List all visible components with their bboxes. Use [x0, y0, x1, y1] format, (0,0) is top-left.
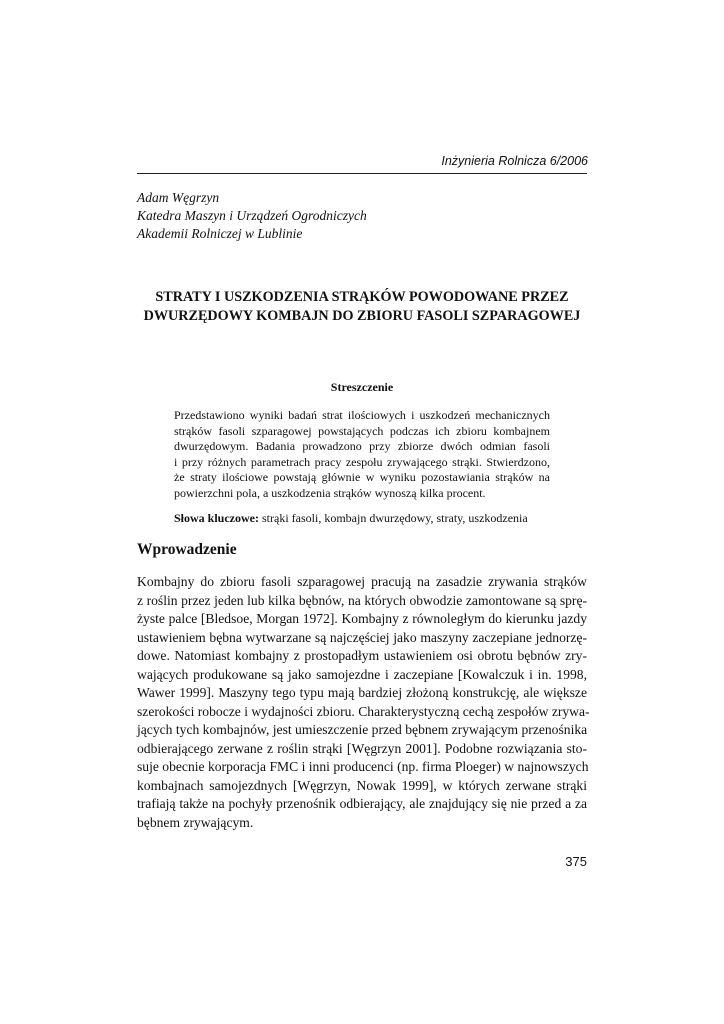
author-institution: Akademii Rolniczej w Lublinie: [137, 226, 303, 241]
keywords: [174, 511, 528, 526]
body-line: z roślin przez jeden lub kilka bębnów, na których obwodzie zamontowane są sprę-: [137, 592, 587, 608]
keywords-text: strąki fasoli, kombajn dwurzędowy, straty, uszkodzenia: [259, 511, 528, 525]
abstract-line: strąków fasoli szparagowej powstających podczas ich zbioru kombajnem: [174, 423, 550, 438]
body-line: Wawer 1999]. Maszyny tego typu mają bardziej złożoną konstrukcję, ale większe: [137, 685, 587, 700]
title-line: STRATY I USZKODZENIA STRĄKÓW POWODOWANE PRZEZ: [155, 289, 569, 305]
abstract-text: [174, 408, 550, 502]
abstract-heading: Streszczenie: [330, 380, 394, 394]
body-line: wających produkowane są jako samojezdne i zaczepiane [Kowalczuk i in. 1998,: [137, 666, 587, 682]
body-line: Kombajny do zbioru fasoli szparagowej pracują na zasadzie zrywania strąków: [137, 574, 587, 589]
body-line: żyste palce [Bledsoe, Morgan 1972]. Kombajny z równoległym do kierunku jazdy: [137, 611, 587, 626]
abstract-line: dwurzędowym. Badania prowadzono przy zbiorze dwóch odmian fasoli: [174, 439, 550, 454]
body-line: bębnem zrywającym.: [137, 814, 254, 830]
body-line: szerokości robocze i wydajności zbioru. Charakterystyczną cechą zespołów zrywa-: [137, 703, 590, 719]
body-line: dowe. Natomiast kombajny z prostopadłym ustawieniem osi obrotu bębnów zry-: [137, 648, 587, 663]
author-department: Katedra Maszyn i Urządzeń Ogrodniczych: [137, 208, 367, 223]
journal-header: Inżynieria Rolnicza 6/2006: [441, 154, 588, 168]
section-body: [137, 573, 590, 832]
paper-title: [137, 288, 587, 326]
page-number: 375: [565, 854, 587, 869]
body-line: trafiają także na pochyły przenośnik odbierający, ale znajdujący się nie przed a za: [137, 796, 587, 811]
title-line: DWURZĘDOWY KOMBAJN DO ZBIORU FASOLI SZPARAGOWEJ: [143, 308, 581, 324]
author-name: Adam Węgrzyn: [137, 190, 220, 205]
author-block: [137, 189, 367, 243]
body-line: suje obecnie korporacja FMC i inni producenci (np. firma Ploeger) w najnowszych: [137, 759, 589, 774]
abstract-line: powierzchni pola, a uszkodzenia strąków wynoszą kilka procent.: [174, 485, 486, 500]
header-rule: [137, 173, 587, 174]
abstract-line: że straty ilościowe powstają głównie w wyniku pozostawiania strąków na: [174, 470, 550, 485]
abstract-line: i przy różnych parametrach pracy zespołu zrywającego strąki. Stwierdzono,: [174, 454, 550, 469]
keywords-label: Słowa kluczowe:: [174, 511, 259, 525]
body-line: ustawieniem bębna wytwarzane są najczęściej jako maszyny zaczepiane jednorzę-: [137, 629, 587, 645]
section-heading: Wprowadzenie: [137, 541, 237, 558]
body-line: jących tych kombajnów, jest umieszczenie przed bębnem zrywającym przenośnika: [137, 722, 588, 737]
body-line: odbierającego zerwane z roślin strąki [Węgrzyn 2001]. Podobne rozwiązania sto-: [137, 740, 587, 756]
abstract-line: Przedstawiono wyniki badań strat ilościowych i uszkodzeń mechanicznych: [174, 408, 550, 422]
body-line: kombajnach samojezdnych [Węgrzyn, Nowak 1999], w których zerwane strąki: [137, 777, 587, 793]
